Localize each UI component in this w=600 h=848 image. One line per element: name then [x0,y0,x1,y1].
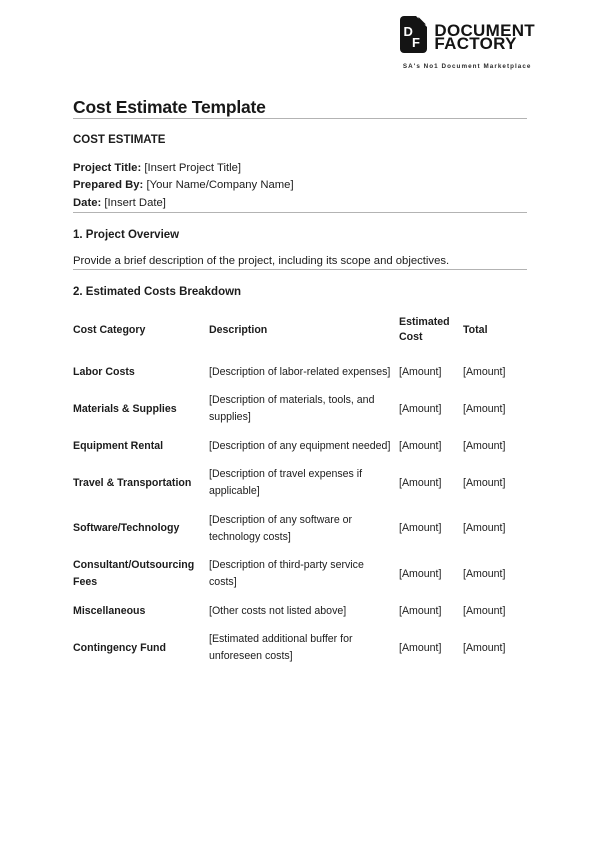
cell-estimated-cost: [Amount] [399,522,442,535]
brand-header [73,0,535,70]
project-title-field [73,160,527,177]
cell-category: Contingency Fund [73,641,166,654]
table-header-row [73,307,527,358]
table-row [73,358,527,386]
cell-total: [Amount] [463,476,506,489]
overview-heading: 1. Project Overview [73,229,180,242]
document-factory-logo-icon [399,16,427,58]
cell-total: [Amount] [463,439,506,452]
cell-total: [Amount] [463,567,506,580]
cell-estimated-cost: [Amount] [399,402,442,415]
field-value: [Insert Date] [104,196,166,209]
cell-category: Travel & Transportation [73,476,192,489]
svg-text:D: D [403,24,414,39]
brand-tagline: SA's No1 Document Marketplace [402,63,532,70]
cost-estimate-heading: COST ESTIMATE [73,134,166,146]
cell-category: Consultant/Outsourcing Fees [73,559,195,589]
project-overview-section [73,228,527,269]
brand-name-line2: FACTORY [434,34,517,53]
cell-description: [Description of materials, tools, and supplies] [209,394,375,424]
divider [73,118,527,119]
field-label: Date: [73,196,102,209]
cell-description: [Description of travel expenses if applicable] [209,467,363,498]
column-header-cost-category: Cost Category [73,323,146,336]
cell-estimated-cost: [Amount] [399,604,442,617]
column-header-estimated-cost: Estimated Cost [399,316,450,344]
date-field [73,195,527,212]
table-row [73,625,527,671]
cell-category: Software/Technology [73,522,180,535]
overview-text: Provide a brief description of the project, including its scope and objectives. [73,255,450,268]
brand-name [434,20,535,53]
table-row [73,552,527,598]
cell-description: [Description of labor-related expenses] [209,365,391,378]
divider [73,212,527,213]
field-value: [Insert Project Title] [144,162,242,174]
cell-total: [Amount] [463,604,506,617]
brand-name-line1: DOCUMENT [434,20,535,40]
cell-description: [Description of any equipment needed] [209,439,391,452]
prepared-by-field [73,177,527,194]
costs-breakdown-section [73,285,527,671]
breakdown-heading: 2. Estimated Costs Breakdown [73,286,242,299]
cell-total: [Amount] [463,641,506,654]
cell-category: Materials & Supplies [73,402,177,415]
svg-text:F: F [412,35,421,50]
table-row [73,387,527,433]
cell-estimated-cost: [Amount] [399,439,442,452]
cost-estimate-section [73,133,527,212]
cell-description: [Other costs not listed above] [209,604,347,617]
page-title: Cost Estimate Template [73,97,266,117]
cell-description: [Estimated additional buffer for unforeseen costs] [209,632,353,663]
cell-total: [Amount] [463,402,506,415]
field-label: Prepared By: [73,179,144,192]
field-value: [Your Name/Company Name] [146,179,294,192]
table-row [73,506,527,552]
cell-category: Equipment Rental [73,439,164,452]
field-label: Project Title: [73,162,142,174]
cell-description: [Description of third-party service costs] [209,559,364,589]
divider [73,269,527,270]
cell-estimated-cost: [Amount] [399,641,442,654]
cell-category: Labor Costs [73,365,135,378]
cell-total: [Amount] [463,522,506,535]
cell-estimated-cost: [Amount] [399,476,442,489]
column-header-description: Description [209,323,268,336]
cell-category: Miscellaneous [73,604,146,617]
table-row [73,432,527,460]
logo-row [399,16,535,58]
cell-description: [Description of any software or technology costs] [209,513,353,543]
cell-estimated-cost: [Amount] [399,567,442,580]
table-row [73,460,527,506]
document-factory-logo [399,16,535,70]
cost-table [73,307,527,671]
cell-total: [Amount] [463,365,506,378]
cell-estimated-cost: [Amount] [399,365,442,378]
meta-fields [73,160,527,212]
column-header-total: Total [463,323,488,336]
table-row [73,597,527,625]
